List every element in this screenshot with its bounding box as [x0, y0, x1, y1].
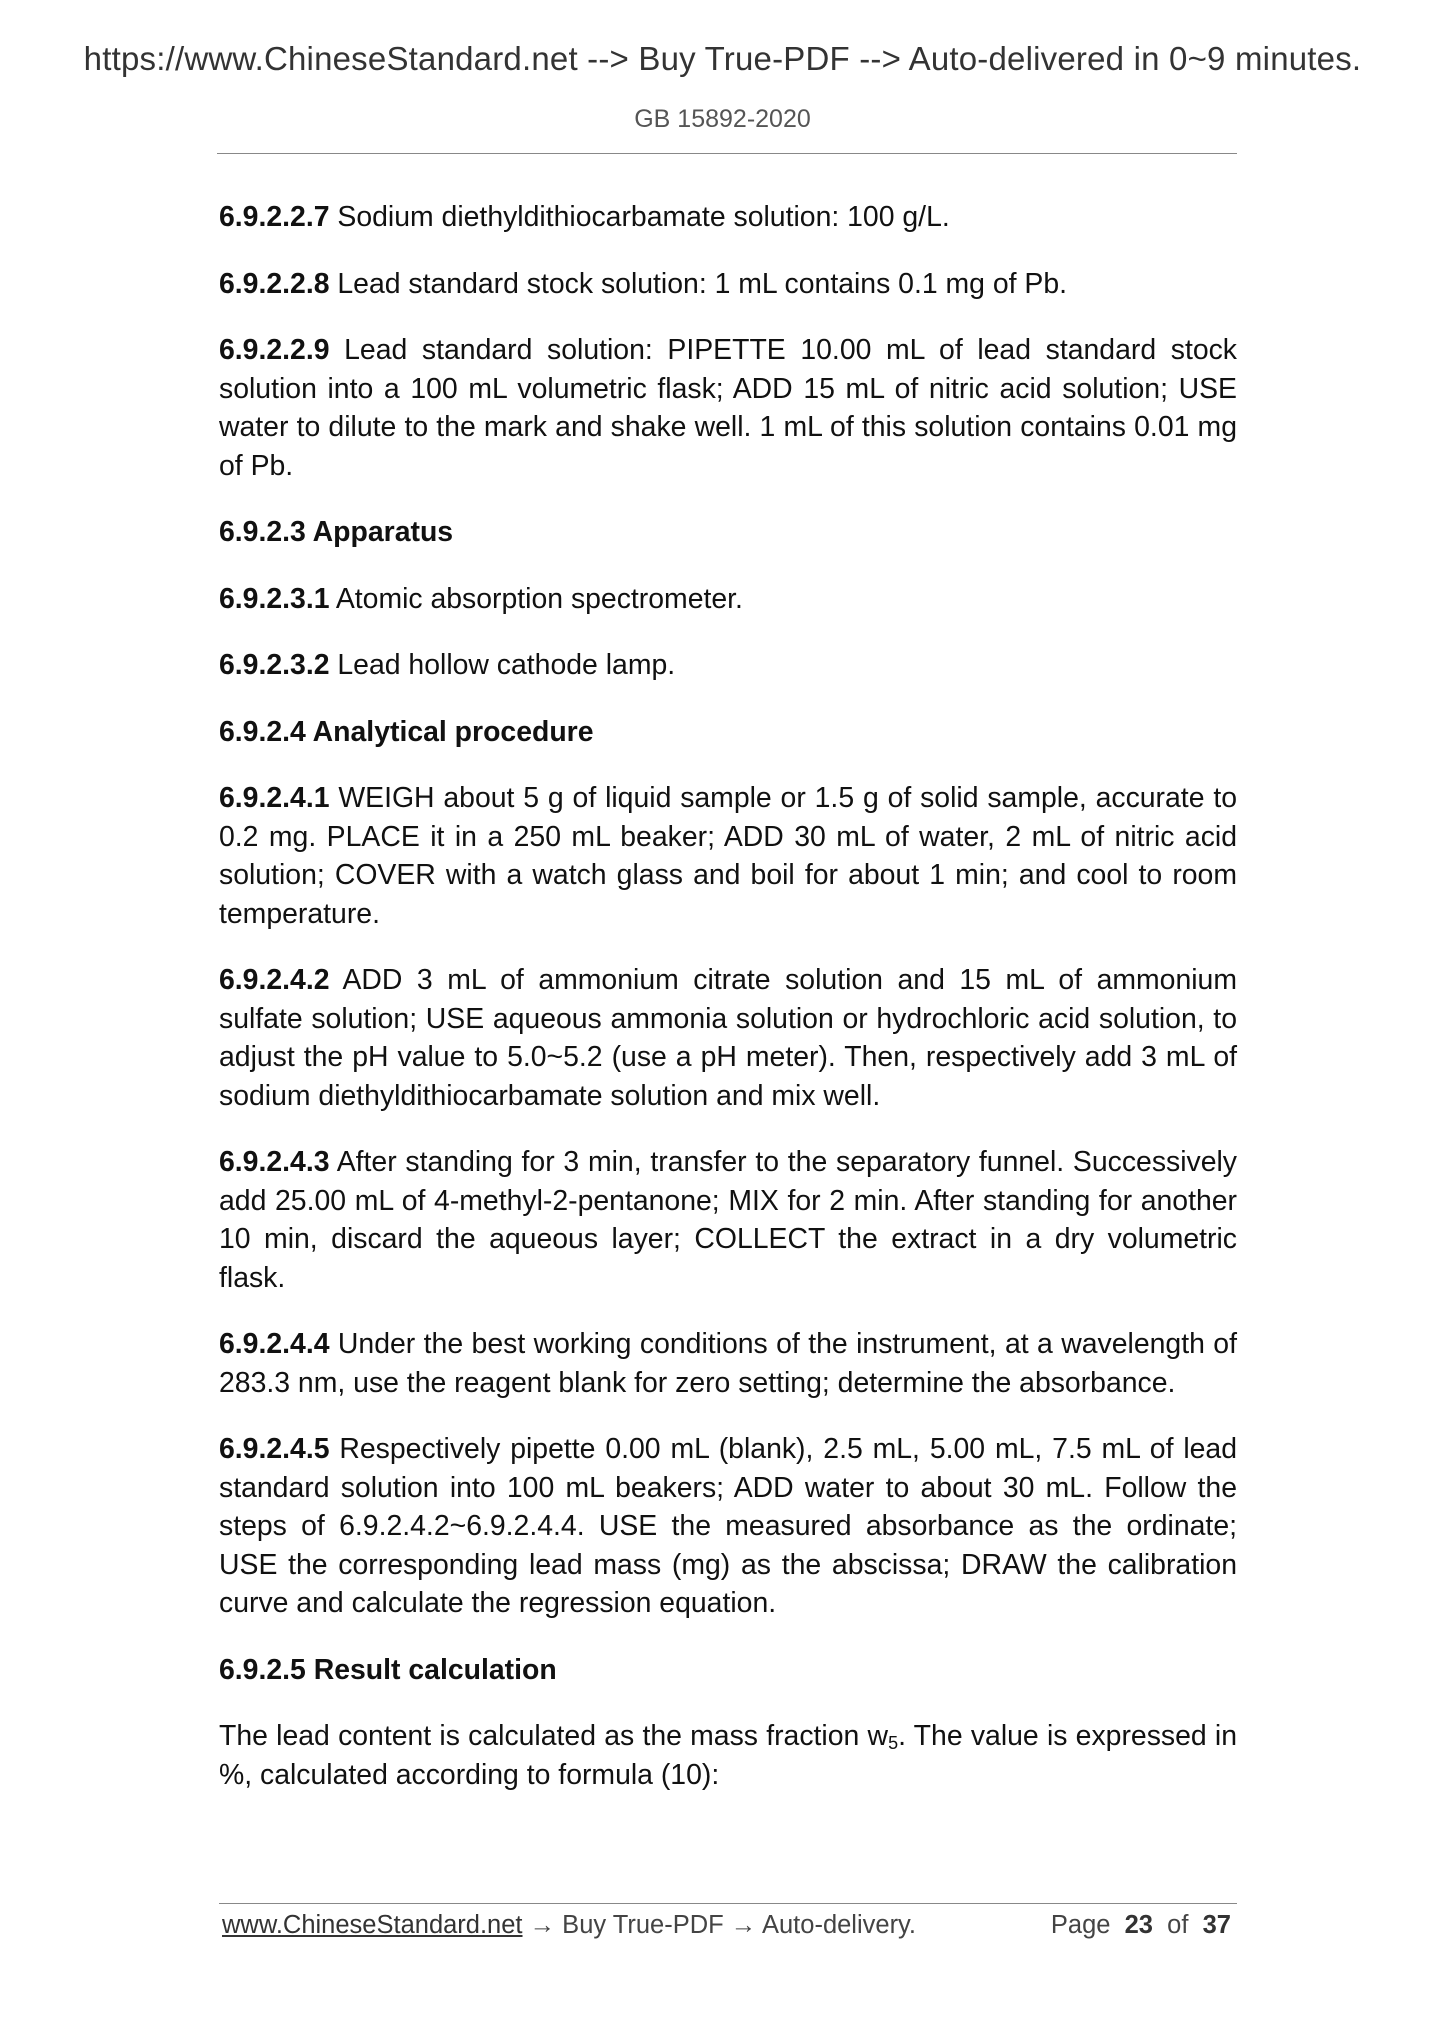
clause-number: 6.9.2.4.2 [219, 964, 330, 996]
heading-text: Result calculation [313, 1653, 557, 1686]
clause-number: 6.9.2.4.4 [219, 1328, 330, 1360]
clause-number: 6.9.2.3.1 [219, 582, 330, 615]
page-indicator [1051, 1905, 1231, 1945]
heading-text: Apparatus [312, 516, 454, 548]
clause-text: Lead hollow cathode lamp. [337, 649, 676, 681]
clause-text: After standing for 3 min, transfer to the separatory funnel. Successively add 25.00 mL of 4-methyl-2-pentanone; MIX for 2 min. After standing for another 10 min, discard the aqueous layer; COLLECT the extract in a dry volumetric flask. [219, 1146, 1237, 1294]
page-number: 23 [1124, 1911, 1153, 1939]
clause-number: 6.9.2.4.5 [219, 1433, 330, 1465]
clause-6-9-2-2-7 [219, 198, 1237, 237]
heading-text: Analytical procedure [312, 715, 594, 748]
document-body [219, 198, 1237, 1822]
subscript: 5 [888, 1733, 899, 1753]
clause-text: Lead standard solution: PIPETTE 10.00 mL of lead standard stock solution into a 100 mL volumetric flask; ADD 15 mL of nitric acid solution; USE water to dilute to the mark and shake well. 1 mL of this solution contains 0.01 mg of Pb. [219, 334, 1238, 482]
clause-text: ADD 3 mL of ammonium citrate solution and 15 mL of ammonium sulfate solution; USE aqueous ammonia solution or hydrochloric acid solution, to adjust the pH value to 5.0~5.2 (use a pH meter). Then, respectively add 3 mL of sodium diethyldithiocarbamate solution and mix well. [219, 964, 1237, 1112]
result-text-end: . The value is expressed in %, calculated according to formula (10): [219, 1720, 1237, 1791]
clause-6-9-2-4-4 [219, 1325, 1237, 1402]
clause-6-9-2-2-8 [219, 265, 1237, 304]
clause-text: Respectively pipette 0.00 mL (blank), 2.5 mL, 5.00 mL, 7.5 mL of lead standard solution into 100 mL beakers; ADD water to about 30 mL. Follow the steps of 6.9.2.4.2~6.9.2.4.4. USE the measured absorbance as the ordinate; USE the corresponding lead mass (mg) as the abscissa; DRAW the calibration curve and calculate the regression equation. [219, 1433, 1238, 1619]
clause-number: 6.9.2.2.9 [219, 334, 330, 366]
top-banner: https://www.ChineseStandard.net --> Buy True-PDF --> Auto-delivered in 0~9 minutes. [83, 40, 1362, 77]
section-heading-analytical-procedure [219, 713, 1237, 752]
clause-6-9-2-3-2 [219, 646, 1237, 685]
clause-number: 6.9.2.3.2 [219, 649, 330, 681]
footer-site-link[interactable]: www.ChineseStandard.net [222, 1911, 523, 1939]
clause-number: 6.9.2.4.3 [219, 1146, 330, 1178]
clause-6-9-2-4-1 [219, 779, 1237, 933]
clause-6-9-2-4-2 [219, 961, 1237, 1115]
clause-6-9-2-4-3 [219, 1143, 1237, 1297]
footer [222, 1905, 1237, 1945]
clause-number: 6.9.2.4.1 [219, 782, 330, 814]
heading-number: 6.9.2.3 [219, 516, 306, 548]
clause-number: 6.9.2.2.8 [219, 267, 330, 300]
clause-text: Sodium diethyldithiocarbamate solution: 100 g/L. [337, 201, 950, 233]
result-text-start: The lead content is calculated as the mass fraction w [219, 1720, 889, 1752]
clause-text: WEIGH about 5 g of liquid sample or 1.5 g of solid sample, accurate to 0.2 mg. PLACE it in a 250 mL beaker; ADD 30 mL of water, 2 mL of nitric acid solution; COVER with a watch glass and boil for about 1 min; and cool to room temperature. [219, 782, 1237, 930]
section-heading-result-calculation [219, 1651, 1237, 1690]
clause-number: 6.9.2.2.7 [219, 201, 330, 233]
clause-6-9-2-3-1 [219, 580, 1237, 619]
page-total: 37 [1202, 1911, 1231, 1939]
clause-6-9-2-2-9 [219, 331, 1237, 485]
clause-text: Under the best working conditions of the instrument, at a wavelength of 283.3 nm, use the reagent blank for zero setting; determine the absorbance. [219, 1328, 1237, 1399]
heading-number: 6.9.2.5 [219, 1653, 306, 1686]
clause-6-9-2-4-5 [219, 1430, 1237, 1623]
clause-text: Atomic absorption spectrometer. [335, 582, 743, 615]
header-divider [217, 153, 1237, 154]
page-label: Page [1050, 1911, 1111, 1939]
footer-divider [219, 1903, 1237, 1904]
section-heading-apparatus [219, 513, 1237, 552]
heading-number: 6.9.2.4 [219, 715, 306, 748]
clause-text: Lead standard stock solution: 1 mL contains 0.1 mg of Pb. [337, 267, 1068, 300]
of-label: of [1167, 1911, 1189, 1939]
standard-code: GB 15892-2020 [634, 105, 811, 133]
footer-text: → Buy True-PDF → Auto-delivery. [522, 1911, 916, 1939]
result-paragraph [219, 1717, 1237, 1794]
